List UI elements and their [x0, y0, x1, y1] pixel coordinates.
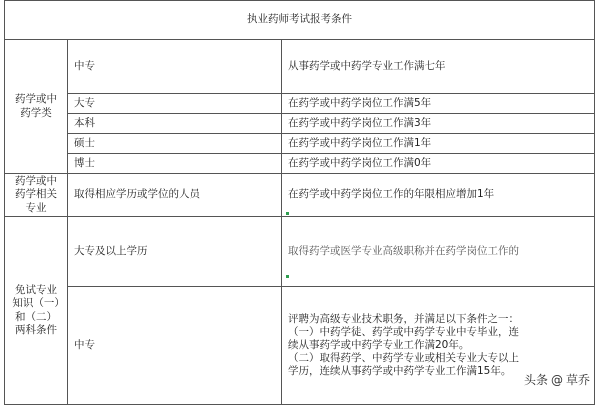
- table-row: [5, 217, 595, 287]
- edu-cell-dazhuan: 大专: [68, 94, 282, 114]
- green-corner-mark: [286, 212, 289, 215]
- cond-cell-exempt-dazhuan: 取得药学或医学专业高级职称并在药学岗位工作的: [282, 217, 595, 287]
- edu-cell-exempt-zhongzhuan: 中专: [68, 287, 282, 405]
- watermark-prefix: 头条: [523, 373, 548, 387]
- table-row: [5, 174, 595, 217]
- table-row: [5, 114, 595, 134]
- green-corner-mark: [286, 275, 289, 278]
- edu-cell-related: 取得相应学历或学位的人员: [68, 174, 282, 217]
- table-row: [5, 287, 595, 405]
- cond-line: 评聘为高级专业技术职务，并满足以下条件之一：: [288, 312, 519, 325]
- table-title: 执业药师考试报考条件: [5, 1, 595, 40]
- cond-line: 续从事药学或中药学专业工作满20年。: [288, 338, 470, 351]
- cond-cell-boshi: 在药学或中药学岗位工作满0年: [282, 154, 595, 174]
- edu-cell-boshi: 博士: [68, 154, 282, 174]
- table-row: [5, 40, 595, 94]
- table-row: [5, 134, 595, 154]
- cond-line: 学历，连续从事药学或中药学专业工作满15年。: [288, 365, 512, 378]
- cond-cell-shuoshi: 在药学或中药学岗位工作满1年: [282, 134, 595, 154]
- edu-cell-shuoshi: 硕士: [68, 134, 282, 154]
- at-symbol: @: [550, 372, 563, 387]
- cond-cell-dazhuan: 在药学或中药学岗位工作满5年: [282, 94, 595, 114]
- category-pharmacy-cell: 药学或中药学类: [5, 40, 68, 174]
- cond-cell-benke: 在药学或中药学岗位工作满3年: [282, 114, 595, 134]
- cond-line: （一）中药学徒、药学或中药学专业中专毕业，连: [288, 325, 519, 338]
- requirements-table: [4, 0, 595, 405]
- title-row: [5, 1, 595, 40]
- edu-cell-zhongzhuan: 中专: [68, 40, 282, 94]
- table-row: [5, 154, 595, 174]
- cond-cell-related: 在药学或中药学岗位工作的年限相应增加1年: [282, 174, 595, 217]
- category-exempt-cell: 免试专业知识（一）和（二）两科条件: [5, 217, 68, 405]
- category-related-cell: 药学或中药学相关专业: [5, 174, 68, 217]
- cond-cell-zhongzhuan: 从事药学或中药学专业工作满七年: [282, 40, 595, 94]
- watermark-author: 草乔: [565, 373, 590, 387]
- table-row: [5, 94, 595, 114]
- edu-cell-benke: 本科: [68, 114, 282, 134]
- edu-cell-exempt-dazhuan: 大专及以上学历: [68, 217, 282, 287]
- cond-line: （二）取得药学、中药学专业或相关专业大专以上: [288, 352, 519, 365]
- watermark: [524, 371, 590, 388]
